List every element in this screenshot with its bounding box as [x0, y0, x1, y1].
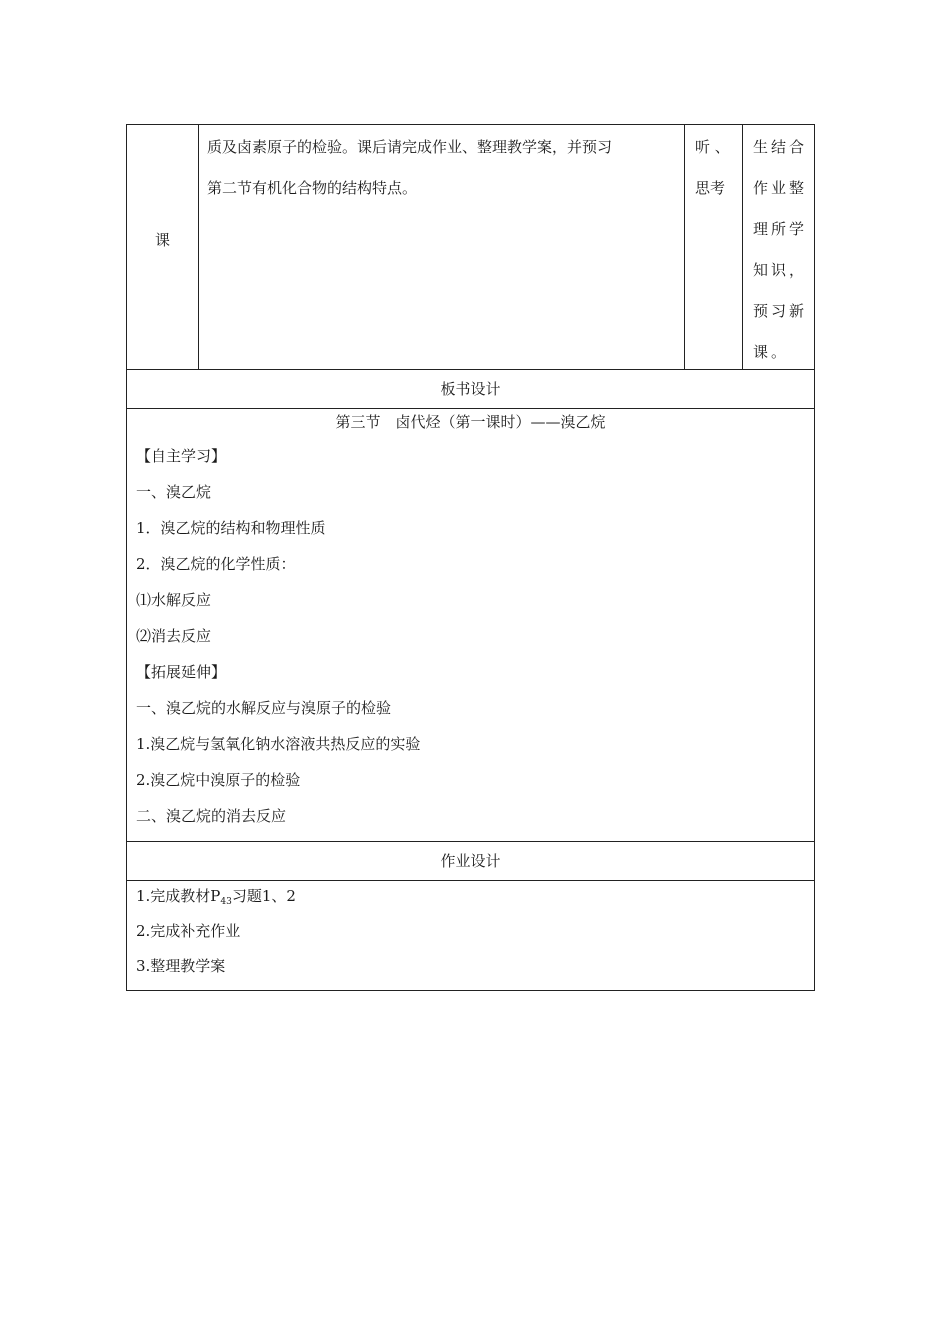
board-item: 一、溴乙烷的水解反应与溴原子的检验 — [136, 699, 392, 717]
teacher-activity-line: 第二节有机化合物的结构特点。 — [207, 179, 418, 197]
design-intent-cell — [743, 125, 815, 369]
board-item: 1.溴乙烷与氢氧化钠水溶液共热反应的实验 — [136, 735, 421, 753]
design-intent-line: 课。 — [753, 343, 790, 361]
board-design-title: 第三节 卤代烃（第一课时）——溴乙烷 — [335, 413, 606, 431]
student-activity-cell — [685, 125, 743, 369]
board-item: ⑴水解反应 — [136, 591, 212, 609]
lesson-plan-table — [126, 124, 815, 991]
design-intent-line: 知识， — [753, 261, 808, 279]
homework-design-header: 作业设计 — [127, 841, 814, 880]
homework-item: 3.整理教学案 — [136, 957, 226, 975]
design-intent-line: 作业整 — [753, 179, 808, 197]
student-activity-line: 思考 — [695, 179, 726, 197]
board-design-content — [127, 408, 814, 841]
student-activity-line: 听 、 — [695, 138, 730, 156]
board-item: 二、溴乙烷的消去反应 — [136, 807, 287, 825]
design-intent-line: 理所学 — [753, 220, 808, 238]
design-intent-line: 生结合 — [753, 138, 808, 156]
homework-list — [136, 881, 806, 986]
design-intent-text — [753, 127, 809, 373]
stage-label: 课 — [154, 231, 170, 249]
board-item: 2．溴乙烷的化学性质： — [136, 555, 296, 573]
stage-cell — [127, 125, 199, 369]
board-item: 【拓展延伸】 — [136, 663, 227, 681]
board-item: 2.溴乙烷中溴原子的检验 — [136, 771, 301, 789]
teacher-activity-cell — [199, 125, 685, 369]
homework-item-prefix: 1.完成教材P — [136, 887, 221, 905]
homework-item — [136, 881, 806, 916]
board-design-list — [136, 438, 806, 834]
design-intent-line: 预习新 — [753, 302, 808, 320]
homework-item: 2.完成补充作业 — [136, 922, 241, 940]
board-item: 【自主学习】 — [136, 447, 227, 465]
homework-design-content — [127, 880, 814, 990]
student-activity-text — [695, 127, 738, 209]
teacher-activity-line: 质及卤素原子的检验。课后请完成作业、整理教学案，并预习 — [207, 138, 613, 156]
teacher-activity-text — [207, 127, 676, 209]
board-item: 一、溴乙烷 — [136, 483, 212, 501]
teaching-process-row — [127, 125, 814, 369]
homework-item-suffix: 习题1、2 — [231, 887, 296, 905]
board-item: 1．溴乙烷的结构和物理性质 — [136, 519, 326, 537]
board-design-header: 板书设计 — [127, 369, 814, 408]
board-item: ⑵消去反应 — [136, 627, 212, 645]
page-number-subscript: 43 — [220, 897, 232, 907]
